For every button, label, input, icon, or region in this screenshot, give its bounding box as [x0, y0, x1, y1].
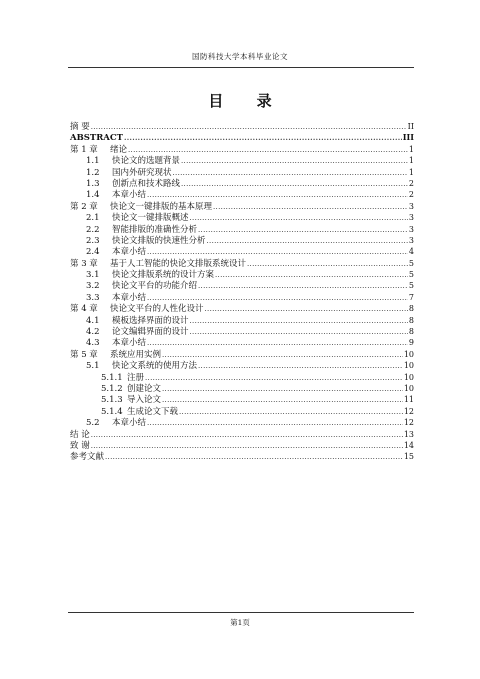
- toc-entry-page: 12: [403, 418, 414, 428]
- toc-entry-number: 5.1.4: [101, 406, 123, 417]
- toc-leader-dots: [213, 202, 408, 213]
- toc-entry-label: 快论文平台的功能介绍: [112, 281, 198, 292]
- toc-entry[interactable]: [70, 235, 414, 246]
- toc-entry-number: 4.3: [86, 338, 100, 349]
- toc-leader-dots: [128, 145, 408, 156]
- toc-leader-dots: [147, 293, 408, 304]
- toc-entry-label: 模板选择界面的设计: [112, 315, 189, 326]
- toc-entry-label: 基于人工智能的快论文排版系统设计: [110, 258, 247, 269]
- toc-leader-dots: [173, 168, 408, 179]
- toc-leader-dots: [147, 418, 403, 429]
- toc-entry[interactable]: [70, 258, 414, 269]
- toc-entry-number: 1.4: [86, 190, 100, 201]
- toc-entry-label: 快论文排版的快速性分析: [112, 235, 206, 246]
- toc-entry[interactable]: [70, 394, 414, 405]
- toc-entry-page: 9: [408, 338, 414, 348]
- toc-entry[interactable]: [70, 212, 414, 223]
- toc-leader-dots: [207, 236, 408, 247]
- toc-entry[interactable]: [70, 178, 414, 189]
- toc-entry[interactable]: [70, 155, 414, 166]
- toc-entry-page: 1: [408, 144, 414, 154]
- toc-entry-label: 本章小结: [112, 418, 147, 429]
- toc-entry[interactable]: [70, 121, 414, 132]
- toc-entry[interactable]: [70, 349, 414, 360]
- toc-entry-label: 致 谢: [70, 440, 90, 451]
- table-of-contents: [70, 121, 414, 463]
- toc-entry-label: 国内外研究现状: [112, 167, 172, 178]
- toc-leader-dots: [205, 304, 408, 315]
- toc-entry[interactable]: [70, 292, 414, 303]
- page-number-footer: 第1页: [230, 618, 250, 627]
- toc-entry-page: 1: [408, 167, 414, 177]
- toc-entry[interactable]: [70, 326, 414, 337]
- toc-entry-number: 1.3: [86, 178, 100, 189]
- toc-entry[interactable]: [70, 429, 414, 440]
- toc-entry-number: 5.1.2: [101, 383, 123, 394]
- toc-leader-dots: [198, 361, 403, 372]
- toc-entry-label: 系统应用实例: [110, 349, 162, 360]
- toc-leader-dots: [162, 384, 403, 395]
- toc-entry-page: 1: [408, 156, 414, 166]
- toc-entry[interactable]: [70, 451, 414, 462]
- toc-entry-label: 快论文平台的人性化设计: [110, 304, 204, 315]
- toc-entry[interactable]: [70, 269, 414, 280]
- toc-entry-page: 3: [408, 235, 414, 245]
- toc-entry[interactable]: [70, 372, 414, 383]
- toc-entry-label: 参考文献: [70, 452, 105, 463]
- toc-entry-page: 7: [408, 292, 414, 302]
- toc-entry-number: 3.2: [86, 281, 100, 292]
- toc-entry-page: 12: [403, 406, 414, 416]
- toc-entry-number: 2.3: [86, 235, 100, 246]
- toc-entry-label: 绪论: [110, 144, 128, 155]
- toc-entry-page: 10: [403, 372, 414, 382]
- toc-entry-number: 第 4 章: [70, 304, 98, 315]
- toc-entry-page: 14: [403, 440, 414, 450]
- toc-entry[interactable]: [70, 383, 414, 394]
- toc-leader-dots: [190, 327, 408, 338]
- toc-entry[interactable]: [70, 280, 414, 291]
- toc-leader-dots: [145, 373, 403, 384]
- toc-entry-page: 13: [403, 429, 414, 439]
- toc-entry[interactable]: [70, 246, 414, 257]
- toc-entry-label: 本章小结: [112, 247, 147, 258]
- toc-entry-number: 4.1: [86, 315, 100, 326]
- toc-entry-label: 创建论文: [127, 383, 162, 394]
- toc-entry[interactable]: [70, 144, 414, 155]
- toc-leader-dots: [181, 179, 408, 190]
- toc-entry-page: 4: [408, 247, 414, 257]
- toc-entry[interactable]: [70, 440, 414, 451]
- header-rule: [68, 67, 414, 68]
- toc-leader-dots: [198, 225, 408, 236]
- toc-entry-label: 摘 要: [70, 122, 90, 132]
- toc-entry-page: 10: [403, 361, 414, 371]
- toc-entry-number: 2.1: [86, 213, 100, 224]
- footer-rule: [68, 612, 414, 613]
- toc-entry-number: 4.2: [86, 327, 100, 338]
- toc-leader-dots: [190, 316, 408, 327]
- toc-title: 目 录: [208, 92, 286, 110]
- toc-entry-page: 5: [408, 258, 414, 268]
- toc-entry[interactable]: [70, 406, 414, 417]
- toc-leader-dots: [91, 441, 403, 452]
- toc-entry-number: 2.2: [86, 224, 100, 235]
- toc-entry-page: 3: [408, 224, 414, 234]
- toc-entry-label: 快论文一键排版的基本原理: [110, 201, 213, 212]
- running-header: 国防科技大学本科毕业论文: [192, 52, 288, 61]
- toc-leader-dots: [91, 430, 403, 441]
- toc-entry-number: 1.1: [86, 156, 100, 167]
- toc-entry-number: 1.2: [86, 167, 100, 178]
- toc-entry-page: 2: [408, 178, 414, 188]
- toc-leader-dots: [247, 259, 408, 270]
- toc-entry-label: 本章小结: [112, 338, 147, 349]
- toc-leader-dots: [181, 156, 408, 167]
- toc-entry-label: 快论文排版系统的设计方案: [112, 270, 215, 281]
- toc-entry-label: 注册: [127, 372, 145, 383]
- toc-entry-page: 3: [408, 213, 414, 223]
- toc-leader-dots: [147, 247, 408, 258]
- toc-leader-dots: [179, 407, 403, 418]
- toc-entry[interactable]: [70, 132, 414, 143]
- toc-entry-number: 第 5 章: [70, 349, 98, 360]
- toc-entry-number: 2.4: [86, 247, 100, 258]
- toc-entry-page: 8: [408, 327, 414, 337]
- toc-entry-number: 5.2: [86, 418, 100, 429]
- toc-leader-dots: [124, 132, 402, 143]
- toc-leader-dots: [147, 338, 408, 349]
- toc-entry-label: 导入论文: [127, 395, 162, 406]
- toc-entry-label: 结 论: [70, 429, 90, 440]
- toc-entry-label: ABSTRACT: [70, 133, 123, 144]
- toc-entry-page: 15: [403, 452, 414, 462]
- toc-entry-label: 快论文的选题背景: [112, 156, 181, 167]
- toc-entry-label: 论文编辑界面的设计: [112, 327, 189, 338]
- toc-entry-page: 8: [408, 304, 414, 314]
- toc-leader-dots: [215, 270, 408, 281]
- toc-leader-dots: [162, 350, 403, 361]
- toc-leader-dots: [190, 213, 408, 224]
- toc-entry-page: 10: [403, 349, 414, 359]
- toc-entry[interactable]: [70, 360, 414, 371]
- toc-entry-number: 3.1: [86, 270, 100, 281]
- toc-entry-label: 本章小结: [112, 292, 147, 303]
- toc-entry-page: 11: [403, 395, 414, 405]
- toc-entry-number: 5.1: [86, 361, 100, 372]
- toc-entry-label: 快论文一键排版概述: [112, 213, 189, 224]
- toc-entry[interactable]: [70, 417, 414, 428]
- toc-entry-number: 5.1.1: [101, 372, 123, 383]
- toc-entry-label: 快论文系统的使用方法: [112, 361, 198, 372]
- toc-entry[interactable]: [70, 315, 414, 326]
- toc-entry-page: 3: [408, 201, 414, 211]
- toc-entry[interactable]: [70, 224, 414, 235]
- toc-entry-label: 创新点和技术路线: [112, 178, 181, 189]
- toc-entry-number: 第 2 章: [70, 201, 98, 212]
- toc-leader-dots: [162, 395, 403, 406]
- toc-leader-dots: [147, 190, 408, 201]
- toc-entry-page: 10: [403, 383, 414, 393]
- toc-leader-dots: [105, 452, 403, 463]
- toc-entry-number: 3.3: [86, 292, 100, 303]
- toc-entry-number: 5.1.3: [101, 395, 123, 406]
- toc-entry-page: 2: [408, 190, 414, 200]
- toc-entry[interactable]: [70, 201, 414, 212]
- toc-entry-number: 第 1 章: [70, 144, 98, 155]
- toc-entry[interactable]: [70, 303, 414, 314]
- toc-entry-label: 生成论文下载: [127, 406, 179, 417]
- toc-entry-page: II: [407, 122, 414, 131]
- toc-entry[interactable]: [70, 337, 414, 348]
- toc-entry-page: III: [402, 132, 414, 143]
- toc-leader-dots: [198, 281, 408, 292]
- toc-entry-label: 本章小结: [112, 190, 147, 201]
- toc-entry-label: 智能排版的准确性分析: [112, 224, 198, 235]
- toc-entry[interactable]: [70, 167, 414, 178]
- toc-entry[interactable]: [70, 189, 414, 200]
- toc-entry-page: 5: [408, 270, 414, 280]
- toc-entry-number: 第 3 章: [70, 258, 98, 269]
- toc-entry-page: 8: [408, 315, 414, 325]
- toc-entry-page: 5: [408, 281, 414, 291]
